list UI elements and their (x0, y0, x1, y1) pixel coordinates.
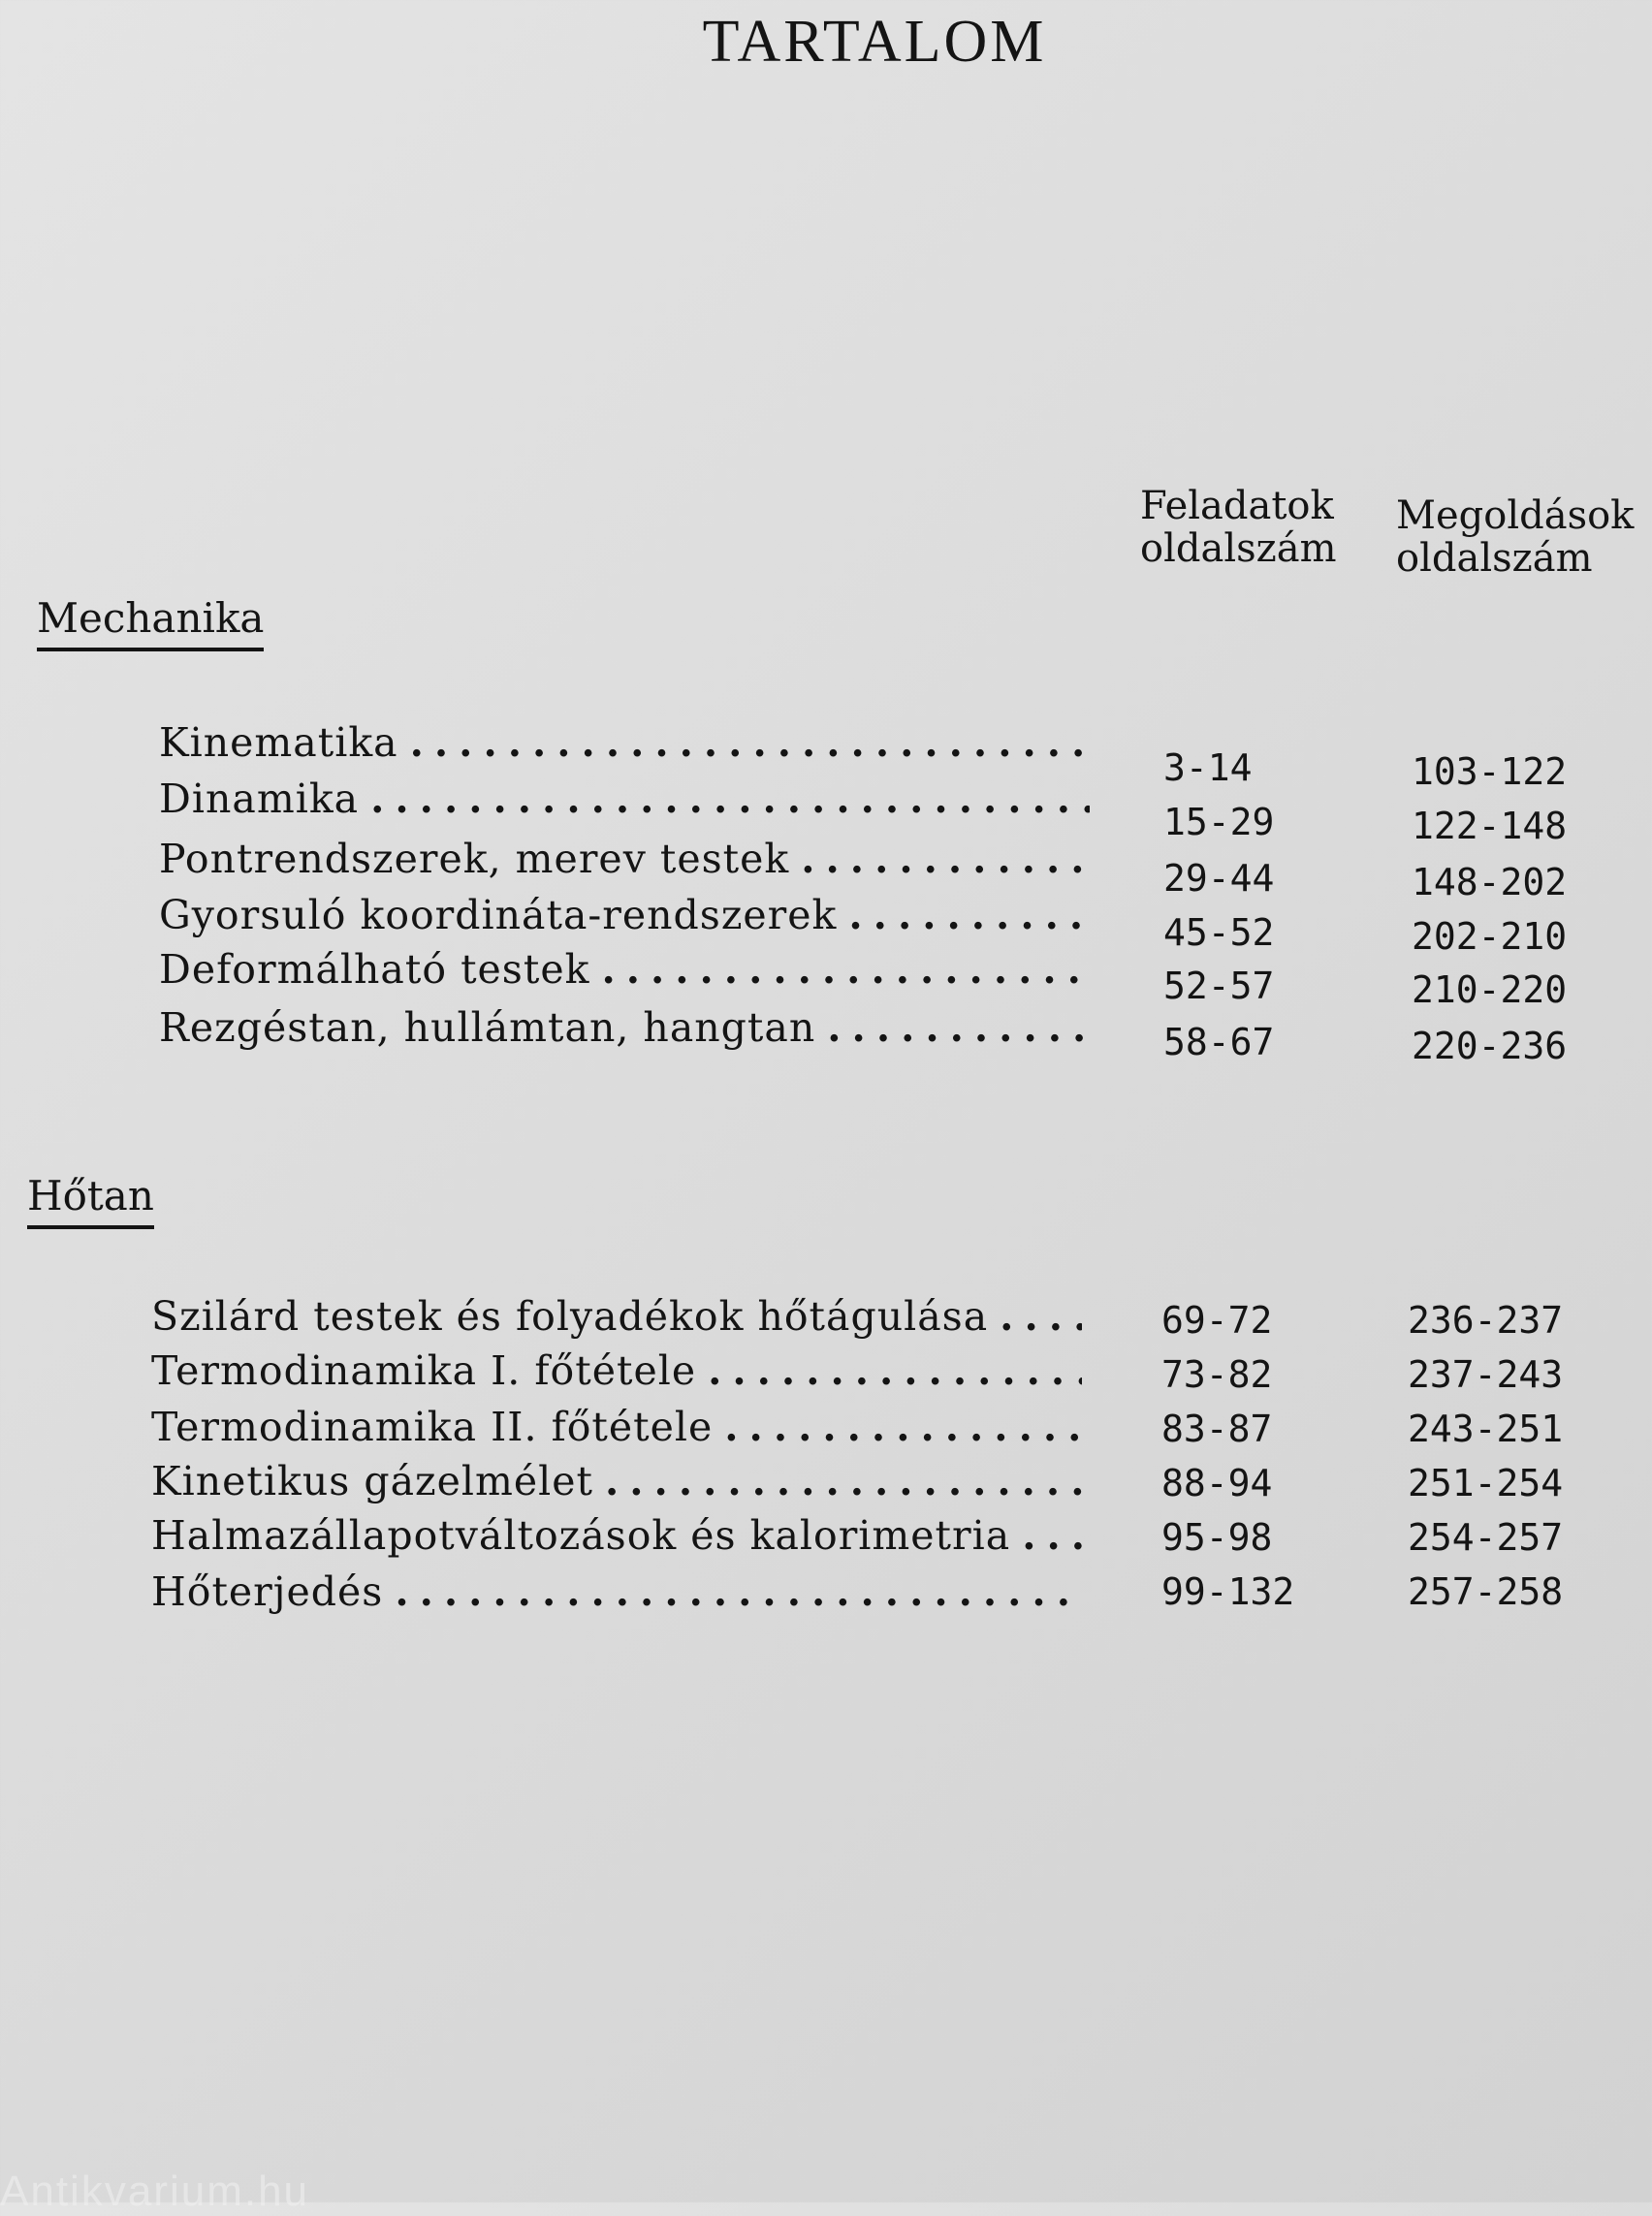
toc-row (0, 715, 1652, 793)
toc-row (0, 772, 1652, 847)
toc-label: Halmazállapotváltozások és kalorimetria (151, 1512, 1011, 1559)
toc-label: Deformálható testek (159, 946, 590, 993)
toc-entry (159, 832, 1090, 886)
toc-row (0, 1565, 1652, 1619)
solution-page-range: 148-202 (1412, 861, 1568, 903)
solution-page-range: 257-258 (1408, 1570, 1564, 1613)
dot-leader (724, 1400, 1082, 1454)
toc-label: Termodinamika I. főtétele (151, 1347, 697, 1394)
solutions-header-line-1: Megoldások (1396, 493, 1635, 538)
toc-row (0, 888, 1652, 958)
toc-entry (151, 1454, 1082, 1508)
section-heading-hotan: Hőtan (27, 1173, 154, 1229)
toc-label: Hőterjedés (151, 1568, 384, 1615)
dot-leader (605, 1454, 1082, 1508)
toc-label: Dinamika (159, 776, 360, 822)
dot-leader (410, 715, 1090, 770)
tasks-header-line-1: Feladatok (1140, 484, 1334, 528)
task-page-range: 83-87 (1161, 1408, 1273, 1450)
dot-leader (601, 942, 1090, 997)
toc-entry (151, 1565, 1082, 1619)
dot-leader (1022, 1508, 1082, 1563)
toc-row (0, 1289, 1652, 1344)
toc-entry (151, 1508, 1082, 1563)
toc-row (0, 1344, 1652, 1398)
toc-entry (159, 1000, 1090, 1055)
toc-label: Gyorsuló koordináta-rendszerek (159, 892, 838, 938)
task-page-range: 88-94 (1161, 1462, 1273, 1504)
toc-label: Termodinamika II. főtétele (151, 1404, 714, 1450)
toc-entry (159, 888, 1090, 942)
solution-page-range: 220-236 (1412, 1025, 1568, 1067)
toc-label: Kinematika (159, 719, 398, 766)
solution-page-range: 202-210 (1412, 915, 1568, 958)
task-page-range: 45-52 (1163, 911, 1275, 954)
toc-row (0, 942, 1652, 1011)
toc-row (0, 1400, 1652, 1454)
task-page-range: 29-44 (1163, 857, 1275, 900)
toc-row (0, 832, 1652, 903)
task-page-range: 95-98 (1161, 1516, 1273, 1559)
dot-leader (1000, 1289, 1082, 1344)
toc-row (0, 1508, 1652, 1563)
tasks-header-line-2: oldalszám (1140, 526, 1337, 571)
section-heading-mechanika: Mechanika (37, 595, 264, 651)
solution-page-range: 236-237 (1408, 1299, 1564, 1342)
solutions-column-header (1396, 494, 1634, 580)
solution-page-range: 251-254 (1408, 1462, 1564, 1504)
toc-label: Szilárd testek és folyadékok hőtágulása (151, 1293, 989, 1340)
task-page-range: 99-132 (1161, 1570, 1295, 1613)
task-page-range: 58-67 (1163, 1021, 1275, 1063)
toc-label: Pontrendszerek, merev testek (159, 836, 790, 882)
watermark: Antikvarium.hu (0, 2168, 310, 2215)
toc-entry (159, 772, 1090, 826)
task-page-range: 52-57 (1163, 965, 1275, 1007)
task-page-range: 3-14 (1163, 746, 1253, 789)
toc-label: Rezgéstan, hullámtan, hangtan (159, 1004, 816, 1051)
solution-page-range: 122-148 (1412, 805, 1568, 847)
task-page-range: 69-72 (1161, 1299, 1273, 1342)
solution-page-range: 243-251 (1408, 1408, 1564, 1450)
tasks-column-header (1140, 485, 1337, 570)
toc-entry (151, 1289, 1082, 1344)
solution-page-range: 210-220 (1412, 968, 1568, 1011)
toc-label: Kinetikus gázelmélet (151, 1458, 593, 1504)
solution-page-range: 103-122 (1412, 750, 1568, 793)
task-page-range: 15-29 (1163, 801, 1275, 843)
solutions-header-line-2: oldalszám (1396, 536, 1593, 581)
dot-leader (848, 888, 1090, 942)
dot-leader (708, 1344, 1082, 1398)
toc-entry (151, 1400, 1082, 1454)
task-page-range: 73-82 (1161, 1353, 1273, 1396)
solution-page-range: 237-243 (1408, 1353, 1564, 1396)
solution-page-range: 254-257 (1408, 1516, 1564, 1559)
page-title: TARTALOM (702, 9, 1047, 75)
toc-entry (159, 942, 1090, 997)
dot-leader (801, 832, 1090, 886)
toc-entry (151, 1344, 1082, 1398)
toc-row (0, 1454, 1652, 1508)
dot-leader (395, 1565, 1082, 1619)
toc-entry (159, 715, 1090, 770)
dot-leader (370, 772, 1090, 826)
toc-row (0, 1000, 1652, 1067)
dot-leader (827, 1000, 1090, 1055)
